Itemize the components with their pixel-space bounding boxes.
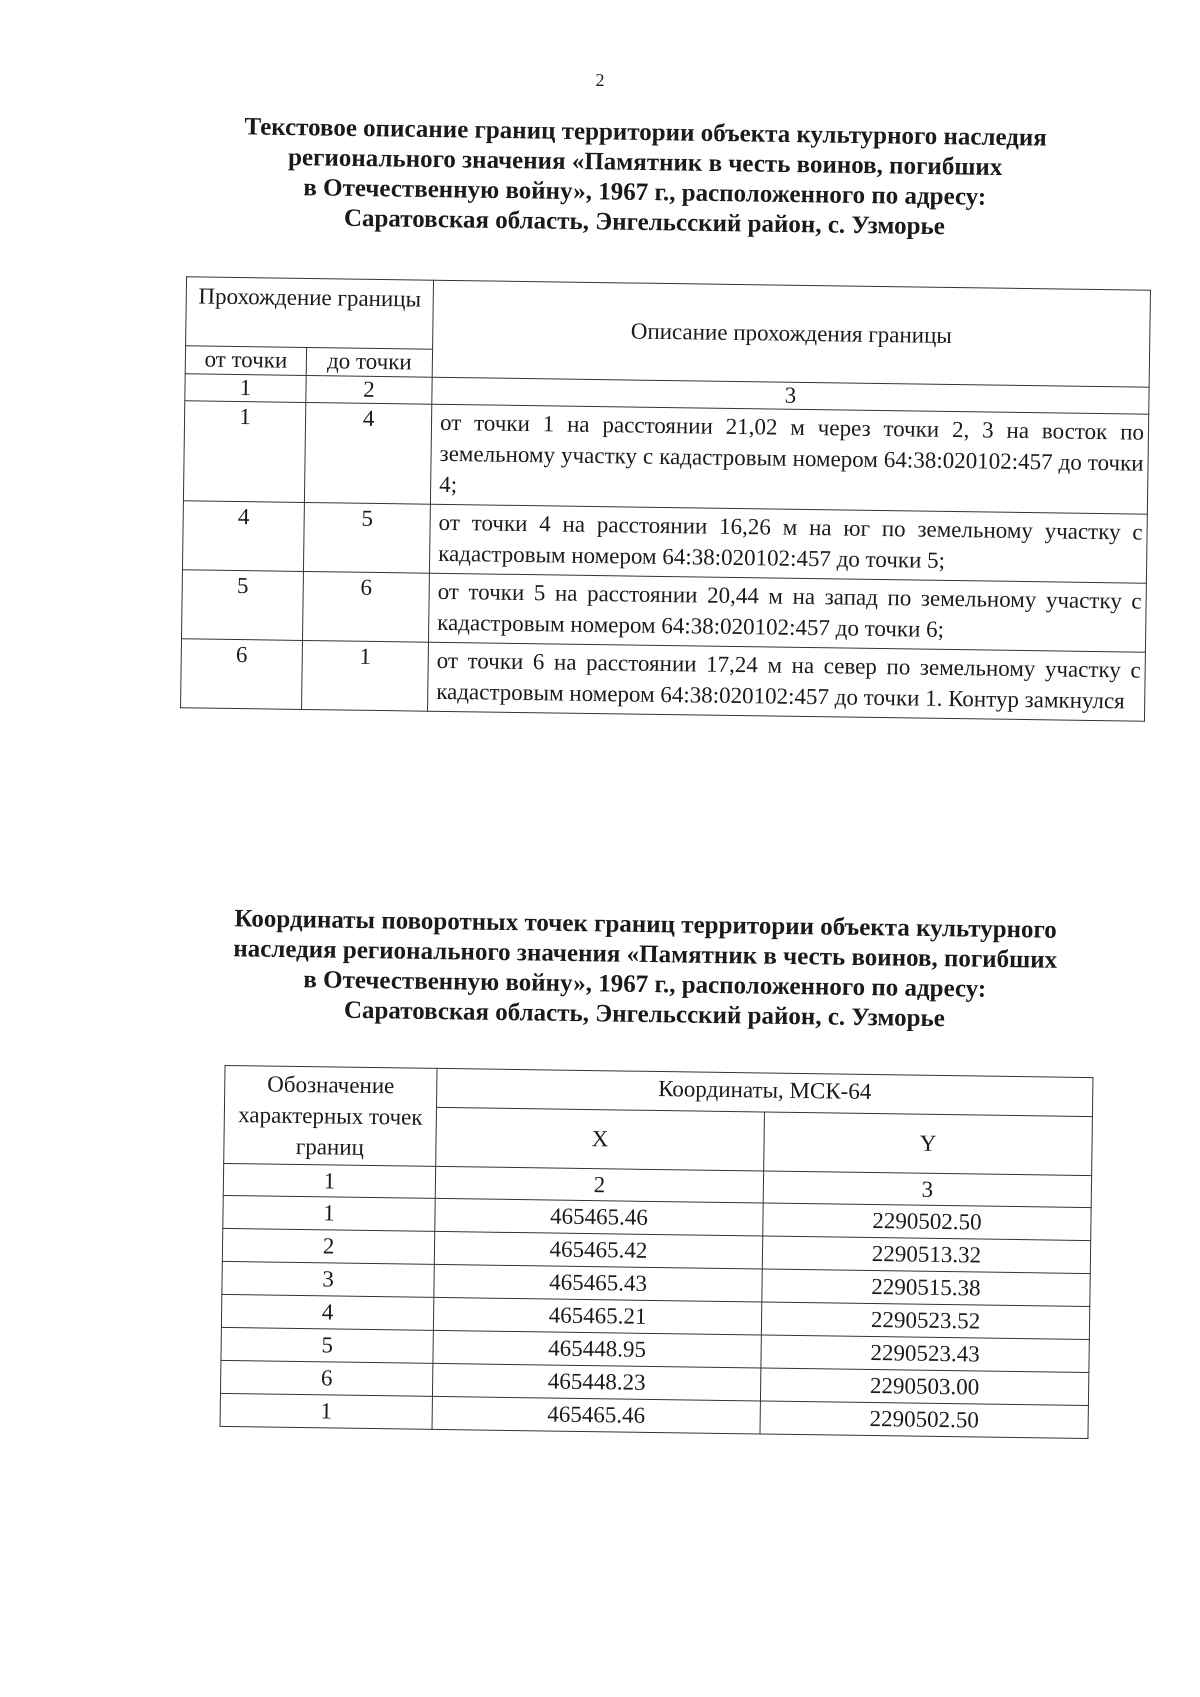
- table-row: [183, 401, 1148, 514]
- from-point: 4: [182, 501, 304, 572]
- to-point: 1: [302, 640, 429, 711]
- section1-title: [149, 111, 1141, 245]
- title-line: в Отечественную войну», 1967 г., расположенного по адресу:: [303, 174, 987, 211]
- point-label: 2: [222, 1228, 434, 1264]
- y-coordinate: 2290502.50: [763, 1203, 1091, 1241]
- x-coordinate: 465448.95: [433, 1330, 761, 1368]
- boundary-description-table: [180, 276, 1151, 721]
- title-line: регионального значения «Памятник в честь воинов, погибших: [287, 144, 1003, 181]
- boundary-description: от точки 6 на расстоянии 17,24 м на север по земельному участку с кадастровым номером 64:38:020102:457 до точки 1. Контур замкнулся: [428, 642, 1146, 721]
- boundary-description: от точки 5 на расстоянии 20,44 м на запад по земельному участку с кадастровым номером 64:38:020102:457 до точки 6;: [428, 573, 1146, 652]
- from-point: 5: [182, 570, 304, 641]
- point-label: 1: [223, 1195, 435, 1231]
- point-label: 5: [221, 1327, 433, 1363]
- y-coordinate: 2290502.50: [760, 1401, 1088, 1439]
- to-point: 4: [304, 402, 431, 504]
- index-cell: 3: [432, 377, 1149, 414]
- y-coordinate: 2290513.32: [762, 1236, 1090, 1274]
- header-coordinates: Координаты, МСК-64: [436, 1068, 1092, 1116]
- boundary-description: от точки 4 на расстоянии 16,26 м на юг по земельному участку с кадастровым номером 64:38:020102:457 до точки 5;: [429, 504, 1147, 583]
- x-coordinate: 465448.23: [432, 1363, 760, 1401]
- boundary-description: от точки 1 на расстоянии 21,02 м через точки 2, 3 на восток по земельному участку с кадастровым номером 64:38:020102:457 до точки 4;: [430, 404, 1148, 514]
- title-line: наследия регионального значения «Памятник в честь воинов, погибших: [233, 935, 1058, 974]
- title-line: Текстовое описание границ территории объекта культурного наследия: [244, 113, 1047, 152]
- x-coordinate: 465465.21: [433, 1297, 761, 1335]
- header-row: [225, 1065, 1093, 1116]
- header-description: Описание прохождения границы: [432, 280, 1150, 387]
- to-point: 6: [302, 571, 429, 642]
- header-to: до точки: [306, 347, 432, 377]
- coordinates-table: [220, 1065, 1094, 1439]
- x-coordinate: 465465.42: [434, 1231, 762, 1269]
- header-y: Y: [764, 1112, 1093, 1176]
- point-label: 1: [220, 1393, 432, 1429]
- y-coordinate: 2290515.38: [762, 1269, 1090, 1307]
- page-number: 2: [595, 70, 605, 90]
- header-passage: Прохождение границы: [186, 277, 434, 349]
- title-line: Саратовская область, Энгельсский район, с. Узморье: [343, 996, 946, 1033]
- index-cell: 1: [185, 374, 306, 403]
- x-coordinate: 465465.46: [432, 1396, 760, 1434]
- x-coordinate: 465465.43: [434, 1264, 762, 1302]
- index-cell: 2: [435, 1166, 763, 1203]
- index-cell: 3: [763, 1171, 1091, 1208]
- section2-title: [149, 903, 1141, 1037]
- title-line: Саратовская область, Энгельсский район, с. Узморье: [343, 204, 946, 241]
- title-line: Координаты поворотных точек границ территории объекта культурного: [234, 905, 1057, 944]
- table-row: [181, 639, 1146, 721]
- point-label: 4: [221, 1294, 433, 1330]
- y-coordinate: 2290503.00: [760, 1368, 1088, 1406]
- title-line: в Отечественную войну», 1967 г., расположенного по адресу:: [303, 966, 987, 1003]
- header-point-name: Обозначение характерных точек границ: [224, 1065, 437, 1166]
- x-coordinate: 465465.46: [435, 1198, 763, 1236]
- header-x: X: [436, 1107, 765, 1171]
- index-cell: 2: [306, 375, 432, 404]
- y-coordinate: 2290523.52: [761, 1302, 1089, 1340]
- from-point: 1: [183, 401, 305, 503]
- point-label: 3: [222, 1261, 434, 1297]
- to-point: 5: [303, 502, 430, 573]
- y-coordinate: 2290523.43: [761, 1335, 1089, 1373]
- header-from: от точки: [185, 346, 306, 376]
- index-cell: 1: [223, 1163, 435, 1198]
- from-point: 6: [181, 639, 303, 710]
- point-label: 6: [220, 1360, 432, 1396]
